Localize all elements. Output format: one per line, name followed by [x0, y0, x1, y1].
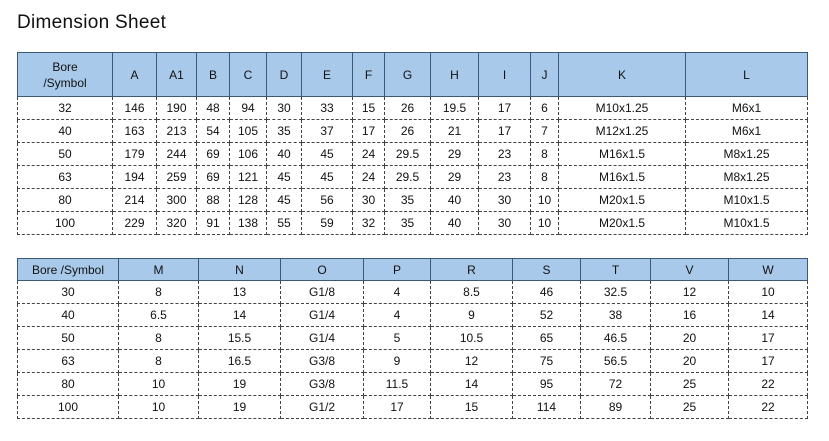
column-header: H	[431, 53, 479, 97]
table-cell: 19	[199, 373, 281, 396]
dimension-table-2	[17, 258, 808, 419]
table-cell: 320	[157, 212, 197, 235]
table-cell: 91	[197, 212, 230, 235]
column-header: K	[559, 53, 686, 97]
table-cell: 30	[267, 97, 302, 120]
table-cell: 213	[157, 120, 197, 143]
table-cell: 179	[113, 143, 157, 166]
bore-cell: 80	[18, 373, 119, 396]
table-cell: 14	[199, 304, 281, 327]
table-cell: 40	[267, 143, 302, 166]
table-cell: 30	[479, 212, 531, 235]
table-cell: 69	[197, 166, 230, 189]
table-row	[18, 304, 808, 327]
table-cell: 95	[513, 373, 581, 396]
table-row	[18, 120, 808, 143]
table-cell: 9	[431, 304, 513, 327]
table-cell: M6x1	[686, 120, 808, 143]
table-cell: 11.5	[364, 373, 431, 396]
column-header: E	[302, 53, 353, 97]
table-cell: 26	[385, 97, 431, 120]
column-header: B	[197, 53, 230, 97]
table-cell: 121	[230, 166, 267, 189]
table-cell: 29	[431, 143, 479, 166]
table-cell: 48	[197, 97, 230, 120]
table-cell: 65	[513, 327, 581, 350]
table-cell: 10.5	[431, 327, 513, 350]
table-cell: 128	[230, 189, 267, 212]
table-cell: 29	[431, 166, 479, 189]
table-cell: 10	[531, 189, 559, 212]
table-cell: 17	[353, 120, 385, 143]
table-row	[18, 97, 808, 120]
table-cell: 24	[353, 166, 385, 189]
table-cell: 4	[364, 304, 431, 327]
table-cell: 33	[302, 97, 353, 120]
table-cell: M16x1.5	[559, 166, 686, 189]
table-cell: 89	[581, 396, 651, 419]
table-header-row	[18, 53, 808, 97]
table-cell: 17	[479, 97, 531, 120]
column-header: A	[113, 53, 157, 97]
table-cell: G1/4	[281, 327, 364, 350]
bore-cell: 30	[18, 281, 119, 304]
table-cell: 45	[267, 189, 302, 212]
column-header: R	[431, 259, 513, 281]
table-cell: 8	[119, 327, 199, 350]
table-cell: 35	[385, 189, 431, 212]
bore-cell: 40	[18, 304, 119, 327]
table-cell: 30	[479, 189, 531, 212]
column-header: L	[686, 53, 808, 97]
table-cell: 88	[197, 189, 230, 212]
page-title: Dimension Sheet	[17, 12, 167, 33]
bore-cell: 100	[18, 396, 119, 419]
table-cell: 56.5	[581, 350, 651, 373]
table-cell: 25	[651, 396, 729, 419]
table-cell: 8	[119, 350, 199, 373]
bore-cell: 63	[18, 166, 113, 189]
table-cell: 14	[729, 304, 808, 327]
table-cell: 45	[302, 143, 353, 166]
table-cell: 106	[230, 143, 267, 166]
table-cell: 21	[431, 120, 479, 143]
table-cell: 10	[729, 281, 808, 304]
table-cell: 45	[302, 166, 353, 189]
table-cell: 16	[651, 304, 729, 327]
table-cell: 32.5	[581, 281, 651, 304]
table-cell: 4	[364, 281, 431, 304]
table-cell: 229	[113, 212, 157, 235]
column-header: J	[531, 53, 559, 97]
table-cell: M6x1	[686, 97, 808, 120]
table-cell: G1/2	[281, 396, 364, 419]
table-cell: 20	[651, 327, 729, 350]
table-cell: 45	[267, 166, 302, 189]
table-cell: M8x1.25	[686, 166, 808, 189]
table-cell: 15.5	[199, 327, 281, 350]
table-cell: G1/8	[281, 281, 364, 304]
table-cell: G3/8	[281, 350, 364, 373]
table-cell: G3/8	[281, 373, 364, 396]
table-cell: 46	[513, 281, 581, 304]
column-header: D	[267, 53, 302, 97]
table-cell: M10x1.25	[559, 97, 686, 120]
table-row	[18, 396, 808, 419]
column-header: O	[281, 259, 364, 281]
table-cell: 25	[651, 373, 729, 396]
table-cell: 8	[531, 143, 559, 166]
table-cell: 55	[267, 212, 302, 235]
table-cell: M8x1.25	[686, 143, 808, 166]
table-cell: 105	[230, 120, 267, 143]
table-cell: 10	[119, 396, 199, 419]
table-cell: 244	[157, 143, 197, 166]
table-cell: 6	[531, 97, 559, 120]
table-cell: 17	[729, 327, 808, 350]
table-cell: 19	[199, 396, 281, 419]
table-cell: 29.5	[385, 143, 431, 166]
table-cell: 54	[197, 120, 230, 143]
bore-cell: 50	[18, 143, 113, 166]
table-cell: M10x1.5	[686, 212, 808, 235]
column-header: Bore /Symbol	[18, 259, 119, 281]
column-header: V	[651, 259, 729, 281]
column-header: M	[119, 259, 199, 281]
column-header: Bore /Symbol	[18, 53, 113, 97]
table-cell: 190	[157, 97, 197, 120]
table-cell: 46.5	[581, 327, 651, 350]
table-cell: 10	[531, 212, 559, 235]
table-cell: 10	[119, 373, 199, 396]
table-cell: 9	[364, 350, 431, 373]
table-cell: 29.5	[385, 166, 431, 189]
column-header: G	[385, 53, 431, 97]
bore-cell: 50	[18, 327, 119, 350]
table-cell: 72	[581, 373, 651, 396]
table-cell: 14	[431, 373, 513, 396]
table-cell: 163	[113, 120, 157, 143]
column-header: S	[513, 259, 581, 281]
table-row	[18, 212, 808, 235]
table-cell: 138	[230, 212, 267, 235]
table-cell: 214	[113, 189, 157, 212]
table-cell: 94	[230, 97, 267, 120]
table-cell: M16x1.5	[559, 143, 686, 166]
table-cell: M20x1.5	[559, 189, 686, 212]
table-cell: 12	[431, 350, 513, 373]
column-header: N	[199, 259, 281, 281]
table-cell: 194	[113, 166, 157, 189]
table-cell: 6.5	[119, 304, 199, 327]
table-cell: M10x1.5	[686, 189, 808, 212]
table-cell: 35	[267, 120, 302, 143]
table-cell: 7	[531, 120, 559, 143]
table-cell: 259	[157, 166, 197, 189]
table-cell: 38	[581, 304, 651, 327]
table-row	[18, 143, 808, 166]
table-cell: 35	[385, 212, 431, 235]
table-cell: 17	[479, 120, 531, 143]
bore-cell: 80	[18, 189, 113, 212]
table-cell: 40	[431, 212, 479, 235]
column-header: F	[353, 53, 385, 97]
table-cell: 32	[353, 212, 385, 235]
column-header: T	[581, 259, 651, 281]
dimension-table-1	[17, 52, 808, 235]
table-cell: G1/4	[281, 304, 364, 327]
table-cell: 17	[729, 350, 808, 373]
table-row	[18, 350, 808, 373]
table-cell: M12x1.25	[559, 120, 686, 143]
table-cell: 8	[119, 281, 199, 304]
table-cell: 300	[157, 189, 197, 212]
table-cell: 15	[353, 97, 385, 120]
table-row	[18, 166, 808, 189]
table-cell: 22	[729, 373, 808, 396]
table-cell: 56	[302, 189, 353, 212]
table-cell: 30	[353, 189, 385, 212]
table-cell: 15	[431, 396, 513, 419]
table-cell: 40	[431, 189, 479, 212]
bore-cell: 63	[18, 350, 119, 373]
table-cell: 37	[302, 120, 353, 143]
table-cell: 75	[513, 350, 581, 373]
table-cell: 5	[364, 327, 431, 350]
column-header: C	[230, 53, 267, 97]
table-cell: 24	[353, 143, 385, 166]
table-cell: 12	[651, 281, 729, 304]
table-cell: 114	[513, 396, 581, 419]
table-cell: M20x1.5	[559, 212, 686, 235]
column-header: A1	[157, 53, 197, 97]
table-cell: 59	[302, 212, 353, 235]
table-row	[18, 281, 808, 304]
table-cell: 26	[385, 120, 431, 143]
table-cell: 8	[531, 166, 559, 189]
table-cell: 13	[199, 281, 281, 304]
table-cell: 20	[651, 350, 729, 373]
table-cell: 52	[513, 304, 581, 327]
table-cell: 23	[479, 143, 531, 166]
table-cell: 23	[479, 166, 531, 189]
table-row	[18, 189, 808, 212]
table-cell: 22	[729, 396, 808, 419]
column-header: P	[364, 259, 431, 281]
bore-cell: 40	[18, 120, 113, 143]
table-cell: 69	[197, 143, 230, 166]
table-cell: 19.5	[431, 97, 479, 120]
column-header: I	[479, 53, 531, 97]
table-cell: 8.5	[431, 281, 513, 304]
bore-cell: 100	[18, 212, 113, 235]
bore-cell: 32	[18, 97, 113, 120]
table-header-row	[18, 259, 808, 281]
table-row	[18, 373, 808, 396]
table-cell: 17	[364, 396, 431, 419]
table-cell: 146	[113, 97, 157, 120]
table-row	[18, 327, 808, 350]
column-header: W	[729, 259, 808, 281]
table-cell: 16.5	[199, 350, 281, 373]
